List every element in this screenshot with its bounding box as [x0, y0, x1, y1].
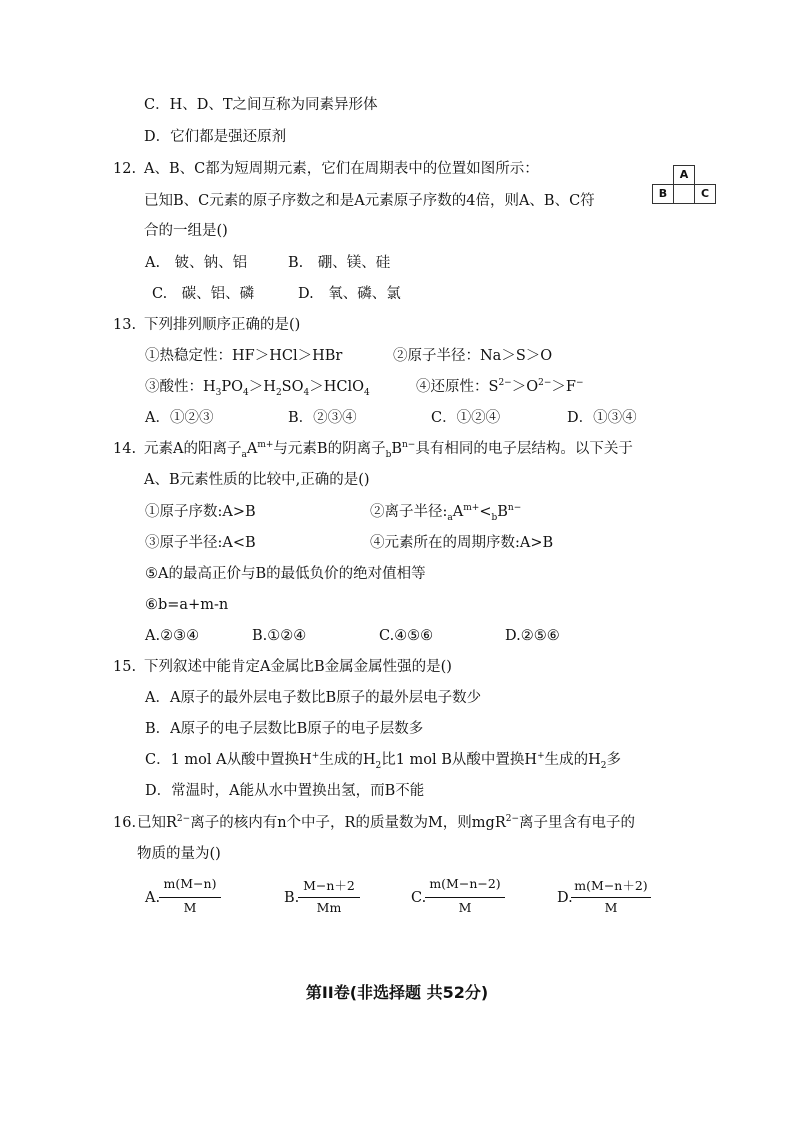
q13-statement-4: ④还原性：$S^{2-}>O^{2-}>F^-$	[416, 378, 584, 395]
q12-option-d: D. 氧、磷、氯	[298, 286, 401, 302]
q12-stem-line2: 已知B、C元素的原子序数之和是A元素原子序数的4倍，则A、B、C符	[144, 193, 595, 209]
section-title: 第II卷(非选择题 共52分)	[305, 983, 489, 1002]
q12-options-2	[0, 284, 794, 304]
q14-statement-3: ③原子半径:A<B	[145, 535, 256, 551]
periodic-cell-b: B	[652, 184, 674, 204]
q13-options	[0, 408, 794, 428]
q14-statement-1: ①原子序数:A>B	[145, 504, 256, 520]
q16-number: 16.	[113, 815, 137, 831]
q15-option-a: A．A原子的最外层电子数比B原子的最外层电子数少	[145, 690, 482, 706]
q14-stem: 元素A的阳离子$_aA^{m+}$与元素B的阴离子$_bB^{n-}$具有相同的电子层结构。以下关于	[144, 440, 633, 460]
q14-statement-5: ⑤A的最高正价与B的最低负价的绝对值相等	[145, 566, 426, 582]
q13-number: 13.	[113, 317, 137, 333]
q12-option-c: C. 碳、铝、磷	[152, 286, 255, 302]
q14-statements-1	[0, 502, 794, 522]
q14-stem-line2: A、B元素性质的比较中,正确的是()	[144, 472, 370, 488]
q13-statement-1: ①热稳定性：HF＞HCl＞HBr	[145, 348, 343, 364]
fraction-bar	[159, 897, 221, 898]
q12-option-b: B. 硼、镁、硅	[288, 255, 391, 271]
q14-statements-2	[0, 533, 794, 553]
q14-statement-4: ④元素所在的周期序数:A>B	[370, 535, 554, 551]
q14-option-c: C.④⑤⑥	[379, 628, 434, 644]
q11-option-c: C．H、D、T之间互称为同素异形体	[144, 97, 378, 113]
q13-option-b: B．②③④	[288, 410, 357, 426]
q14-statement-2: ②离子半径$:_aA^{m+}<_bB^{n-}$	[370, 503, 522, 523]
periodic-cell-c: C	[694, 184, 716, 204]
q12-stem: A、B、C都为短周期元素，它们在周期表中的位置如图所示：	[144, 161, 539, 177]
q16-stem: 已知$R^{2-}$离子的核内有n个中子，R的质量数为M，则mgR$^{2-}$离子里含有电子的	[137, 814, 636, 831]
q13-statement-2: ②原子半径：Na＞S＞O	[393, 348, 553, 364]
q11-option-d: D．它们都是强还原剂	[144, 129, 287, 145]
periodic-cell-a: A	[673, 165, 695, 185]
q15-option-c: C．1 mol A从酸中置换H+生成的$H_2$比1 mol B从酸中置换H+生成的$H_2$多	[145, 751, 622, 771]
q13-option-a: A．①②③	[145, 410, 214, 426]
q15-option-d: D．常温时，A能从水中置换出氢，而B不能	[145, 783, 425, 799]
q16-stem-line2: 物质的量为()	[137, 846, 221, 862]
q14-statement-6: ⑥b=a+m-n	[145, 597, 229, 613]
q13-statement-3: ③酸性：$H_3PO_4>H_2SO_4>HClO_4$	[145, 379, 370, 398]
q12-options	[0, 253, 794, 273]
q13-option-d: D．①③④	[567, 410, 637, 426]
q15-number: 15.	[113, 659, 137, 675]
q14-options	[0, 626, 794, 646]
fraction-bar	[571, 897, 651, 898]
q14-option-a: A.②③④	[145, 628, 200, 644]
q12-number: 12.	[113, 161, 137, 177]
q12-option-a: A. 铍、钠、铝	[145, 255, 248, 271]
q13-stem: 下列排列顺序正确的是()	[144, 317, 301, 333]
q15-option-b: B．A原子的电子层数比B原子的电子层数多	[145, 721, 424, 737]
fraction-bar	[425, 897, 505, 898]
q13-statements-1	[0, 346, 794, 366]
q13-option-c: C．①②④	[431, 410, 501, 426]
fraction-bar	[298, 897, 360, 898]
q14-option-d: D.②⑤⑥	[505, 628, 560, 644]
q14-number: 14.	[113, 441, 137, 457]
q12-stem-line3: 合的一组是()	[144, 223, 228, 239]
q15-stem: 下列叙述中能肯定A金属比B金属金属性强的是()	[144, 659, 452, 675]
q14-option-b: B.①②④	[252, 628, 307, 644]
periodic-cell-empty	[673, 184, 695, 204]
q13-statements-2	[0, 377, 794, 397]
